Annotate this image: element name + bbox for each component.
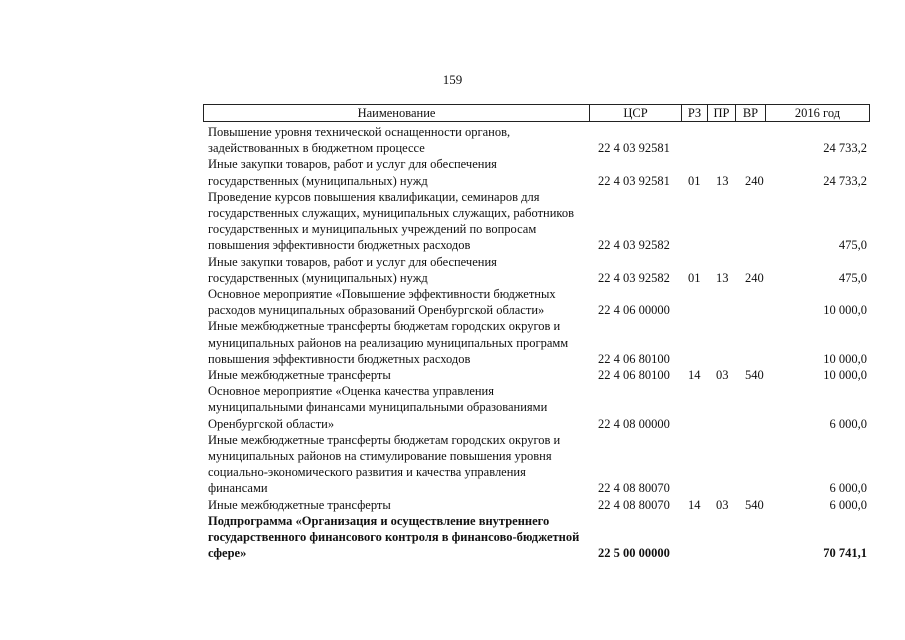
- row-vr: 540: [745, 368, 764, 383]
- row-vr: 240: [745, 173, 764, 188]
- row-pr: 13: [716, 270, 729, 285]
- page-number: 159: [442, 72, 463, 87]
- table-body: [0, 124, 905, 561]
- row-name: Иные межбюджетные трансферты бюджетам городских округов и муниципальных районов на стимулирование повышения уровня социально-экономического развития и качества управления финансами: [208, 432, 561, 496]
- table-row: [0, 432, 905, 497]
- table-header: [203, 104, 870, 122]
- row-name: Иные межбюджетные трансферты бюджетам городских округов и муниципальных районов на реализацию муниципальных программ повышения эффективности бюджетных расходов: [208, 319, 569, 366]
- row-name: Иные межбюджетные трансферты: [208, 497, 391, 512]
- header-pr: ПР: [707, 105, 735, 121]
- table-row: [0, 513, 905, 562]
- row-amount: 475,0: [838, 238, 867, 253]
- header-vr: ВР: [735, 105, 765, 121]
- table-row: [0, 124, 905, 156]
- row-csr: 22 4 03 92581: [598, 141, 670, 156]
- row-rz: 14: [688, 497, 701, 512]
- row-name: Повышение уровня технической оснащенности органов, задействованных в бюджетном процессе: [208, 125, 511, 156]
- row-vr: 540: [745, 497, 764, 512]
- row-amount: 24 733,2: [823, 173, 867, 188]
- row-rz: 01: [688, 173, 701, 188]
- row-csr: 22 5 00 00000: [598, 546, 670, 561]
- row-pr: 03: [716, 497, 729, 512]
- row-rz: 14: [688, 368, 701, 383]
- table-row: [0, 189, 905, 254]
- table-row: [0, 367, 905, 383]
- row-name: Иные закупки товаров, работ и услуг для обеспечения государственных (муниципальных) нужд: [208, 254, 497, 285]
- row-csr: 22 4 03 92581: [598, 173, 670, 188]
- row-pr: 03: [716, 368, 729, 383]
- row-amount: 10 000,0: [823, 303, 867, 318]
- row-csr: 22 4 06 80100: [598, 368, 670, 383]
- header-name: Наименование: [357, 105, 436, 120]
- row-vr: 240: [745, 270, 764, 285]
- table-row: [0, 156, 905, 188]
- table-row: [0, 254, 905, 286]
- row-name: Иные закупки товаров, работ и услуг для обеспечения государственных (муниципальных) нужд: [208, 157, 497, 188]
- row-csr: 22 4 06 00000: [598, 303, 670, 318]
- row-amount: 24 733,2: [823, 141, 867, 156]
- row-name: Основное мероприятие «Повышение эффективности бюджетных расходов муниципальных образований Оренбургской области»: [208, 287, 556, 318]
- row-amount: 70 741,1: [823, 546, 867, 561]
- header-rz: РЗ: [681, 105, 707, 121]
- row-name: Подпрограмма «Организация и осуществление внутреннего государственного финансового контроля в финансово-бюджетной сфере»: [208, 513, 580, 561]
- row-csr: 22 4 08 00000: [598, 416, 670, 431]
- table-row: [0, 497, 905, 513]
- table-row: [0, 286, 905, 318]
- row-csr: 22 4 03 92582: [598, 270, 670, 285]
- row-pr: 13: [716, 173, 729, 188]
- header-csr: ЦСР: [589, 105, 681, 121]
- row-csr: 22 4 08 80070: [598, 497, 670, 512]
- table-row: [0, 383, 905, 432]
- row-csr: 22 4 08 80070: [598, 481, 670, 496]
- table-row: [0, 318, 905, 367]
- row-amount: 10 000,0: [823, 368, 867, 383]
- row-csr: 22 4 06 80100: [598, 351, 670, 366]
- row-amount: 10 000,0: [823, 351, 867, 366]
- row-amount: 6 000,0: [829, 416, 867, 431]
- row-rz: 01: [688, 270, 701, 285]
- row-name: Проведение курсов повышения квалификации, семинаров для государственных служащих, муниципальных служащих, работников государственных и муниципальных учреждений по вопросам повышения эффективности бюджетных расходов: [208, 189, 575, 253]
- row-amount: 6 000,0: [829, 481, 867, 496]
- header-year: 2016 год: [765, 105, 869, 121]
- row-amount: 6 000,0: [829, 497, 867, 512]
- row-name: Иные межбюджетные трансферты: [208, 368, 391, 383]
- row-csr: 22 4 03 92582: [598, 238, 670, 253]
- row-name: Основное мероприятие «Оценка качества управления муниципальными финансами муниципальными образованиями Оренбургской области»: [208, 384, 548, 431]
- row-amount: 475,0: [838, 270, 867, 285]
